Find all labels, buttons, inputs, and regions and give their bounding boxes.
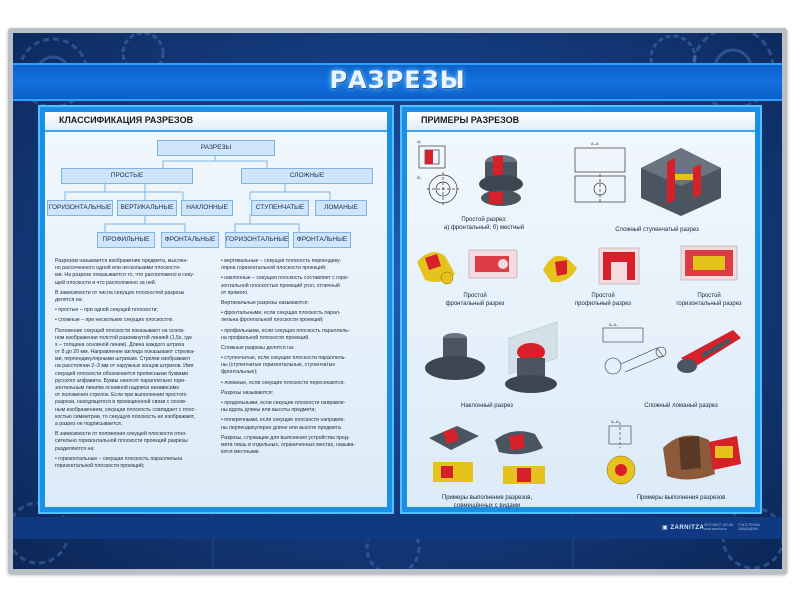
caption-combined-1: Примеры выполнения разрезов, bbox=[441, 495, 533, 501]
caption-simple-2: а) фронтальный; б) местный bbox=[443, 225, 525, 231]
broken-section-drawing bbox=[597, 318, 747, 394]
text-line: от положения стрелок. Если при выполнении простого bbox=[55, 392, 187, 399]
text-line: • продольными, если секущие плоскости направле- bbox=[221, 400, 346, 406]
footer-rights-2: ЗАЩИЩЕНЫ bbox=[738, 527, 759, 531]
caption-frontal-1: Простой bbox=[463, 293, 487, 299]
poster-title: РАЗРЕЗЫ bbox=[329, 66, 466, 94]
text-line: делятся на: bbox=[55, 296, 83, 303]
text-line: ном изображении толстой разомкнутой линией (1,5s, где bbox=[55, 334, 192, 341]
text-line: Разрезы называются: bbox=[221, 389, 274, 396]
tree-node-simple: ПРОСТЫЕ bbox=[61, 168, 193, 184]
caption-stepped: Сложный ступенчатый разрез bbox=[615, 227, 699, 233]
inclined-section-drawing bbox=[417, 318, 567, 398]
caption-broken: Сложный ломаный разрез bbox=[644, 403, 718, 409]
examples-heading-bar bbox=[407, 112, 755, 132]
text-line: щей плоскости и что расположено за ней. bbox=[55, 279, 157, 286]
zarnitza-logo-icon: ▣ bbox=[662, 525, 669, 531]
caption-horizontal-2: горизонтальный разрез bbox=[676, 301, 742, 307]
footer-site: www.zarnitza.ru bbox=[704, 527, 728, 531]
text-line: • вертикальные – секущая плоскость перпендику- bbox=[221, 258, 342, 264]
classification-panel bbox=[38, 105, 394, 514]
text-line: • поперечными, если секущие плоскости направле- bbox=[221, 417, 346, 424]
stepped-section-drawing bbox=[571, 138, 741, 218]
text-line: костью симметрии, то секущую плоскость не изображают, bbox=[55, 413, 195, 420]
examples-panel-body bbox=[407, 112, 755, 507]
label-a: а) bbox=[417, 139, 421, 144]
text-line: ны перпендикулярно длине или высоте предмета. bbox=[221, 424, 343, 431]
text-line: но рассеченного одной или несколькими плоскостя- bbox=[55, 265, 181, 272]
profile-section-drawing bbox=[537, 240, 649, 292]
tree-node-frontal-right: ФРОНТАЛЬНЫЕ bbox=[293, 232, 351, 248]
text-line: секущей плоскости обозначается прописными буквами bbox=[55, 370, 189, 377]
tree-node-root: РАЗРЕЗЫ bbox=[157, 140, 275, 156]
tree-node-inclined: НАКЛОННЫЕ bbox=[181, 200, 233, 216]
tree-node-horizontal-2: ГОРИЗОНТАЛЬНЫЕ bbox=[225, 232, 289, 248]
text-line: зонтальной плоскостью проекций угол, отличный bbox=[221, 282, 340, 289]
frontal-section-drawing bbox=[411, 240, 521, 290]
tree-node-horizontal: ГОРИЗОНТАЛЬНЫЕ bbox=[47, 200, 113, 216]
text-line: зонтальным линиям основной надписи независимо bbox=[55, 385, 180, 391]
caption-profile-2: профильный разрез bbox=[574, 301, 632, 307]
examples-drawings bbox=[603, 418, 749, 492]
tree-node-vertical: ВЕРТИКАЛЬНЫЕ bbox=[117, 200, 177, 216]
text-line: ным изображением, секущая плоскость совпадает с плос- bbox=[55, 406, 196, 413]
text-line: s – толщина основной линии). Длина каждого штриха bbox=[55, 341, 185, 348]
text-line: лельна фронтальной плоскости проекций; bbox=[221, 317, 324, 324]
caption-examples: Примеры выполнения разрезов bbox=[636, 495, 726, 501]
horizontal-section-drawing bbox=[675, 240, 749, 292]
text-line: В зависимости от положения секущей плоскости отно- bbox=[55, 431, 187, 438]
text-line: • ломаные, если секущие плоскости пересекаются. bbox=[221, 379, 345, 386]
text-line: лярна горизонтальной плоскости проекций; bbox=[221, 265, 327, 272]
label-aa-stepped: А–А bbox=[591, 141, 599, 146]
caption-simple-1: Простой разрез: bbox=[461, 217, 507, 223]
text-line: сительно горизонтальной плоскости проекций разрезы bbox=[55, 438, 188, 445]
text-line: ми, перпендикулярными штрихам. Стрелки изображают bbox=[55, 356, 191, 363]
label-b: б) bbox=[417, 175, 421, 180]
tree-node-profile: ПРОФИЛЬНЫЕ bbox=[97, 232, 155, 248]
caption-inclined: Наклонный разрез bbox=[461, 403, 513, 409]
text-line: Разрезы, служащие для выяснения устройства пред- bbox=[221, 434, 350, 441]
label-aa-examples: А–А bbox=[611, 419, 619, 424]
text-line: В зависимости от числа секущих плоскостей разрезы bbox=[55, 289, 185, 296]
text-line: ны (ступенчатые горизонтальные, ступенчатые bbox=[221, 362, 336, 369]
text-line: Сложные разрезы делятся на: bbox=[221, 344, 295, 351]
caption-combined-2: совмещённых с видами bbox=[453, 503, 521, 509]
poster-board bbox=[13, 33, 782, 569]
text-line: фронтальные); bbox=[221, 369, 258, 376]
text-line: на расстоянии 2–3 мм от наружных концов штрихов. Имя bbox=[55, 363, 194, 370]
text-line: от 8 до 20 мм. Направление взгляда показывают стрелка- bbox=[55, 349, 196, 356]
caption-horizontal-1: Простой bbox=[697, 293, 721, 299]
classification-heading: КЛАССИФИКАЦИЯ РАЗРЕЗОВ bbox=[59, 115, 194, 125]
brand-logo bbox=[662, 524, 704, 531]
text-line: русского алфавита. Буквы наносят параллельно гори- bbox=[55, 377, 186, 384]
text-line: разделяются на: bbox=[55, 445, 95, 452]
footer-code: ЗИТСКМОТ-АП-АВ bbox=[704, 523, 734, 527]
label-aa-broken: А–А bbox=[609, 322, 617, 327]
text-line: • профильными, если секущая плоскость параллель- bbox=[221, 327, 350, 334]
combined-view-drawings bbox=[423, 418, 563, 492]
text-line: • сложные – при нескольких секущих плоскостях. bbox=[55, 317, 174, 324]
text-line: Вертикальные разрезы называются: bbox=[221, 299, 309, 306]
text-line: • ступенчатые, если секущие плоскости параллель- bbox=[221, 355, 347, 362]
text-line: • горизонтальные – секущая плоскость параллельна bbox=[55, 455, 183, 462]
text-line: разреза, находящегося в проекционной связи с основ- bbox=[55, 399, 187, 406]
caption-profile-1: Простой bbox=[591, 293, 615, 299]
examples-panel bbox=[400, 105, 762, 514]
tree-node-complex: СЛОЖНЫЕ bbox=[241, 168, 373, 184]
tree-node-broken: ЛОМАНЫЕ bbox=[315, 200, 367, 216]
text-line: от прямого. bbox=[221, 289, 249, 296]
text-line: а разрез не подписывается. bbox=[55, 420, 123, 427]
tree-node-stepped: СТУПЕНЧАТЫЕ bbox=[251, 200, 309, 216]
brand-name: ZARNITZA bbox=[670, 525, 705, 531]
text-line: • фронтальными, если секущая плоскость парал- bbox=[221, 310, 341, 317]
text-column-2 bbox=[221, 258, 381, 456]
text-line: горизонтальной плоскости проекций; bbox=[55, 462, 145, 469]
text-line: ются местными. bbox=[221, 449, 260, 456]
text-line: ны вдоль длины или высоты предмета; bbox=[221, 407, 316, 414]
text-line: мета лишь в отдельных, ограниченных местах, называ- bbox=[221, 441, 356, 448]
caption-frontal-2: фронтальный разрез bbox=[445, 301, 505, 307]
tree-node-frontal-left: ФРОНТАЛЬНЫЕ bbox=[161, 232, 219, 248]
text-line: Положение секущей плоскости показывают на основ- bbox=[55, 327, 185, 334]
text-line: ми. На разрезе показывается то, что расположено в секу- bbox=[55, 272, 195, 279]
text-line: • наклонные – секущая плоскость составляет с гори- bbox=[221, 275, 349, 282]
footer-rights-1: © ВСЕ ПРАВА bbox=[738, 523, 760, 527]
classification-panel-body bbox=[45, 112, 387, 507]
text-line: • простые – при одной секущей плоскости; bbox=[55, 307, 158, 314]
examples-heading: ПРИМЕРЫ РАЗРЕЗОВ bbox=[421, 115, 520, 125]
simple-section-drawing bbox=[413, 134, 543, 214]
text-line: Разрезом называется изображение предмета, мыслен- bbox=[55, 258, 189, 264]
text-line: на профильной плоскости проекций. bbox=[221, 334, 310, 341]
text-column-1 bbox=[55, 258, 215, 470]
